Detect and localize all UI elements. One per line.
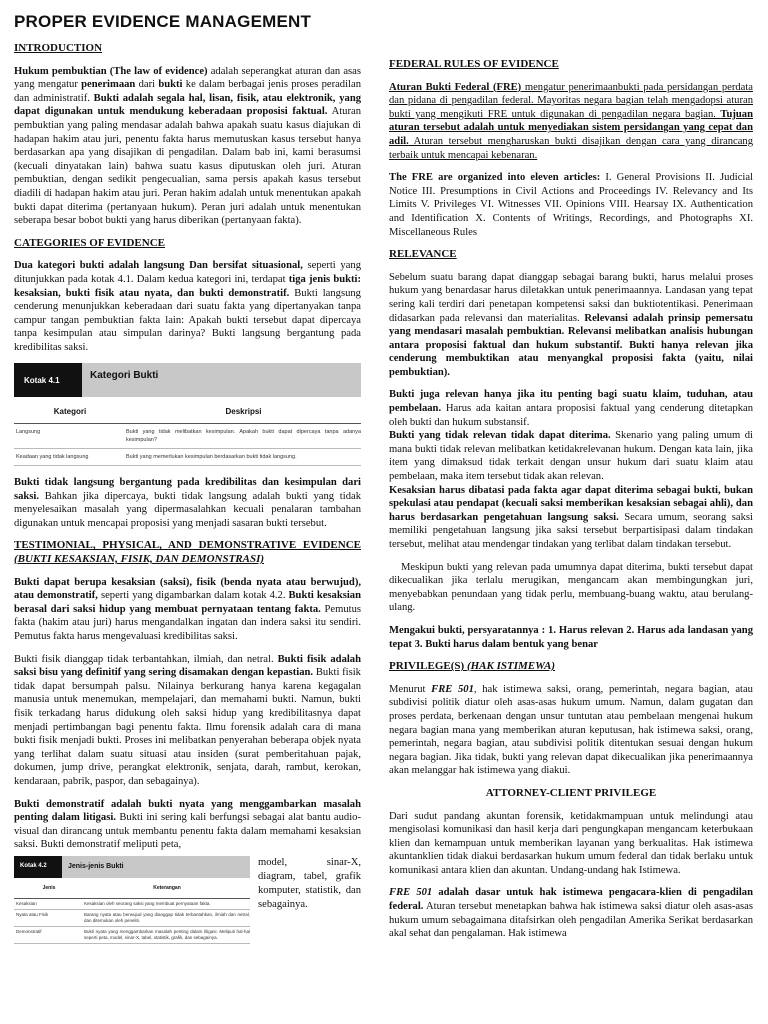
privilege-paragraph: Menurut FRE 501, hak istimewa saksi, orang, pemerintah, negara bagian, atau subdivisi politik diatur oleh asas-asas hukum umum. Namun, dalam gugatan dan proses perdata, berkenaan dengan unsur tuntutan atau pembelaan mengenai hukum negara bagian mana yang memberikan aturan keputusan, hak istimewa saksi, orang, pemerintah, negara bagian, atau subdivisi politik ditentukan sesuai dengan hukum negara bagian. Jika tidak, bukti yang relevan dapat dikecualikan jika penerimaannya akan melanggar hak istimewa yang diakui. (389, 683, 753, 777)
table-column-headers: Kategori Deskripsi (14, 397, 361, 424)
table-column-headers: Jenis Keterangan (14, 878, 250, 899)
relevance-heading: RELEVANCE (389, 248, 457, 261)
categories-heading: CATEGORIES OF EVIDENCE (14, 236, 165, 249)
table-types-of-evidence (14, 856, 250, 944)
table-row: Keadaan yang tidak langsung Bukti yang memerlukan kesimpulan berdasarkan bukti tidak langsung. (14, 449, 361, 466)
table-title: Kategori Bukti (90, 370, 159, 382)
attorney-client-heading: ATTORNEY-CLIENT PRIVILEGE (485, 786, 657, 799)
table-header-bar (14, 856, 250, 878)
introduction-paragraph: Hukum pembuktian (The law of evidence) adalah seperangkat aturan dan asas yang mengatur penerimaan dari bukti ke dalam berbagai jenis proses peradilan dan administratif. Bukti adalah segala hal, lisan, fisik, atau elektronik, yang dapat digunakan untuk mendukung keberadaan proposisi faktual. Aturan pembuktian yang paling mendasar adalah bahwa apakah suatu kasus diajukan di hadapan hakim atau juri, penentu fakta harus memutuskan kasus tersebut hanya berdasarkan apa yang disajikan di pengadilan. Dalam bab ini, kami berasumsi (kecuali dinyatakan lain) bahwa suatu kasus diputuskan oleh juri. Aturan pembuktian, dengan sedikit pengecualian, sama persis apakah kasus tersebut diadili di hadapan hakim atau juri. Peran hakim adalah untuk menentukan apakah bukti dapat diterima (pertanyaan hukum). Peran juri adalah untuk menentukan seberapa besar bobot bukti yang harus diberikan (pertanyaan fakta). (14, 65, 362, 227)
demonstrative-paragraph: Bukti demonstratif adalah bukti nyata yang menggambarkan masalah penting dalam litigasi. Bukti ini sering kali berfungsi sebagai alat bantu audio-visual dan dirancang untuk membantu penentu fakta dalam memahami kesaksian saksi. Bukti demonstratif meliputi peta, (14, 798, 361, 851)
table-row: Kesaksian Kesaksian oleh seorang saksi yang membuat pernyataan fakta. (14, 899, 250, 910)
testimonial-paragraph: Bukti dapat berupa kesaksian (saksi), fisik (benda nyata atau berwujud), atau demonstratif, seperti yang digambarkan dalam kotak 4.2. Bukti kesaksian berasal dari saksi hidup yang membuat pernyataan tentang fakta. Pemutus fakta (hakim atau juri) harus mengandalkan ingatan dan indera saksi itu sendiri. Pemutus fakta harus mengevaluasi kredibilitas saksi. (14, 576, 361, 642)
indirect-evidence-paragraph: Bukti tidak langsung bergantung pada kredibilitas dan kesimpulan dari saksi. Bahkan jika dipercaya, bukti tidak langsung adalah bukti yang tidak menyelesaikan masalah yang dipermasalahkan kecuali penalaran tambahan digunakan untuk mencapai proposisi yang menjadi sasaran bukti tersebut. (14, 477, 361, 529)
relevance-paragraph: Sebelum suatu barang dapat dianggap sebagai barang bukti, harus melalui proses hukum yang benardasar harus diletakkan untuk penerimaannya. Landasan yang tepat sering kali terdiri dari penetapan kompetensi saksi dan buktiotentikasi. Penerimaan didasarkan pada relevansi dan materialitas. Relevansi adalah prinsip pemersatu yang mendasari masalah pembuktian. Relevansi melibatkan analisis hubungan antara proposisi faktual dan hukum substantif. Bukti hanya relevan jika cenderung membuktikan atau menyangkal proposisi fakta (yaitu, nilai pembuktian). (389, 271, 753, 378)
left-column (14, 42, 361, 944)
table-row: Demonstratif Bukti nyata yang menggambarkan masalah penting dalam litigasi. Meliputi hal-hal seperti peta, model, sinar-X, tabel, statistik, grafik, dan sebagainya. (14, 927, 250, 944)
fre-articles-paragraph: The FRE are organized into eleven articles: I. General Provisions II. Judicial Notice III. Presumptions in Civil Actions and Proceedings IV. Relevancy and Its Limits V. Privileges VI. Witnesses VII. Opinions VIII. Hearsay IX. Authentication and Identification X. Contents of Writings, Recordings, and Photographs XI. Miscellaneous Rules (389, 172, 753, 238)
right-column (389, 58, 753, 950)
fre-paragraph: Aturan Bukti Federal (FRE) mengatur penerimaanbukti pada persidangan perdata dan pidana di pengadilan federal. Mayoritas negara bagian telah mengadopsi aturan bukti yang mengikuti FRE untuk digunakan di pengadilan negara bagian. Tujuan aturan tersebut adalah untuk menyediakan sistem persidangan yang cepat dan adil. Aturan tersebut mengharuskan bukti disajikan dengan cara yang dirancang terbaik untuk mencapai kebenaran. (389, 81, 753, 161)
relevance-exclusion-paragraph: Meskipun bukti yang relevan pada umumnya dapat diterima, bukti tersebut dapat dikecualikan jika terlalu merugikan, mengancam akan membingungkan juri, menyebabkan penundaan yang tidak perlu, membuang-buang waktu, atau berulang-ulang. (389, 561, 753, 614)
admission-requirements-paragraph: Mengakui bukti, persyaratannya : 1. Harus relevan 2. Harus ada landasan yang tepat 3. Bukti harus dalam bentuk yang benar (389, 624, 753, 650)
table-tag: Kotak 4.2 (14, 856, 62, 878)
demonstrative-continuation: model, sinar-X, diagram, tabel, grafik komputer, statistik, dan sebagainya. (258, 856, 361, 910)
fre-heading: FEDERAL RULES OF EVIDENCE (389, 58, 559, 70)
table-tag: Kotak 4.1 (14, 363, 82, 397)
physical-evidence-paragraph: Bukti fisik dianggap tidak terbantahkan, ilmiah, dan netral. Bukti fisik adalah saksi bisu yang definitif yang sering disamakan dengan kepastian. Bukti fisik tidak dapat bersumpah palsu. Nilainya berkurang hanya karena kegagalan manusia untuk menemukan, mempelajari, dan memahami bukti. Namun, bukti fisik terkadang harus didukung oleh saksi hidup yang kredibilitasnya dapat menjadi pertimbangan bagi penentu fakta. Ilmu forensik adalah cara di mana bukti fisik menjadi bukti. Proses ini melibatkan penyerahan beberapa objek nyata yang terlihat dalam suatu situasi atau insiden (surat pemberitahuan pajak, dokumen, jump drive, perangkat elektronik, senjata, darah, rambut, kerokan, kendaraan, pabrik, paspor, dan sebagainya). (14, 653, 361, 787)
testimonial-heading: TESTIMONIAL, PHYSICAL, AND DEMONSTRATIVE EVIDENCE (BUKTI KESAKSIAN, FISIK, DAN DEMONSTRASI) (14, 539, 361, 566)
table-header-bar (14, 363, 361, 397)
relevance-materiality-paragraph: Bukti juga relevan hanya jika itu penting bagi suatu klaim, tuduhan, atau pembelaan. Harus ada kaitan antara proposisi faktual yang cenderung ditetapkan oleh bukti dan hukum substansif. Bukti yang tidak relevan tidak dapat diterima. Skenario yang paling umum di mana bukti tidak relevan melibatkan ketidakrelevanan hukum. Dengan kata lain, jika item yang dimaksud tidak terkait dengan unsur hukum dari suatu klaim atau pembelaan, maka item tersebut tidak akan relevan. Kesaksian harus dibatasi pada fakta agar dapat diterima sebagai bukti, bukan spekulasi atau pendapat (kecuali saksi memberikan kesaksian sebagai ahli), dan harus berdasarkan pengetahuan langsung saksi. Secara umum, seorang saksi memiliki pengetahuan langsung jika saksi tersebut berpartisipasi dalam tindakan tersebut, melihat atau mendengar tindakan yang terlibat dalam tindakan tersebut. (389, 389, 753, 550)
table-row: Nyata atau Fisik Barang nyata atau berwujud yang dianggap tidak terbantahkan, ilmiah dan netral, dan ditemukan oleh peneliti. (14, 910, 250, 927)
fre-501-paragraph: FRE 501 adalah dasar untuk hak istimewa pengacara-klien di pengadilan federal. Aturan tersebut menetapkan bahwa hak istimewa saksi diatur oleh asas-asas hukum umum sebagaimana ditafsirkan oleh pengadilan Amerika Serikat berdasarkan akal sehat dan pengalaman. Hak istimewa (389, 887, 753, 940)
table-row: Langsung Bukti yang tidak melibatkan kesimpulan. Apakah bukti dapat dipercaya tanpa adanya kesimpulan? (14, 424, 361, 449)
table-categories-of-evidence (14, 363, 361, 466)
categories-paragraph: Dua kategori bukti adalah langsung Dan bersifat situasional, seperti yang ditunjukkan pada kotak 4.1. Dalam kedua kategori ini, terdapat tiga jenis bukti: kesaksian, bukti fisik atau nyata, dan bukti demonstratif. Bukti langsung cenderung menunjukkan keberadaan dari suatu fakta yang dipertanyakan tanpa campur tangan pembuktian fakta lain: Apakah bukti tersebut dapat dipercaya tanpa kesimpulan atau simpulan darinya? Bukti langsung bergantung pada kredibilitas saksi. (14, 260, 361, 353)
table-title: Jenis-jenis Bukti (68, 862, 124, 870)
page-title: PROPER EVIDENCE MANAGEMENT (14, 12, 312, 31)
privilege-heading: PRIVILEGE(S) (HAK ISTIMEWA) (389, 660, 556, 673)
attorney-client-paragraph: Dari sudut pandang akuntan forensik, ketidakmampuan untuk melindungi atau mengisolasi komunikasi dan hasil kerja dari pengungkapan mengancam keterbukaan klien dan kemampuan untuk memberikan layanan yang berkualitas. Hak istimewa akuntanklien tidak diakui berdasarkan hukum umum federal dan tidak berlaku untuk komunikasi antara klien dan akuntan. Undang-undang hak Istimewa. (389, 810, 753, 876)
introduction-heading: INTRODUCTION (14, 42, 103, 54)
